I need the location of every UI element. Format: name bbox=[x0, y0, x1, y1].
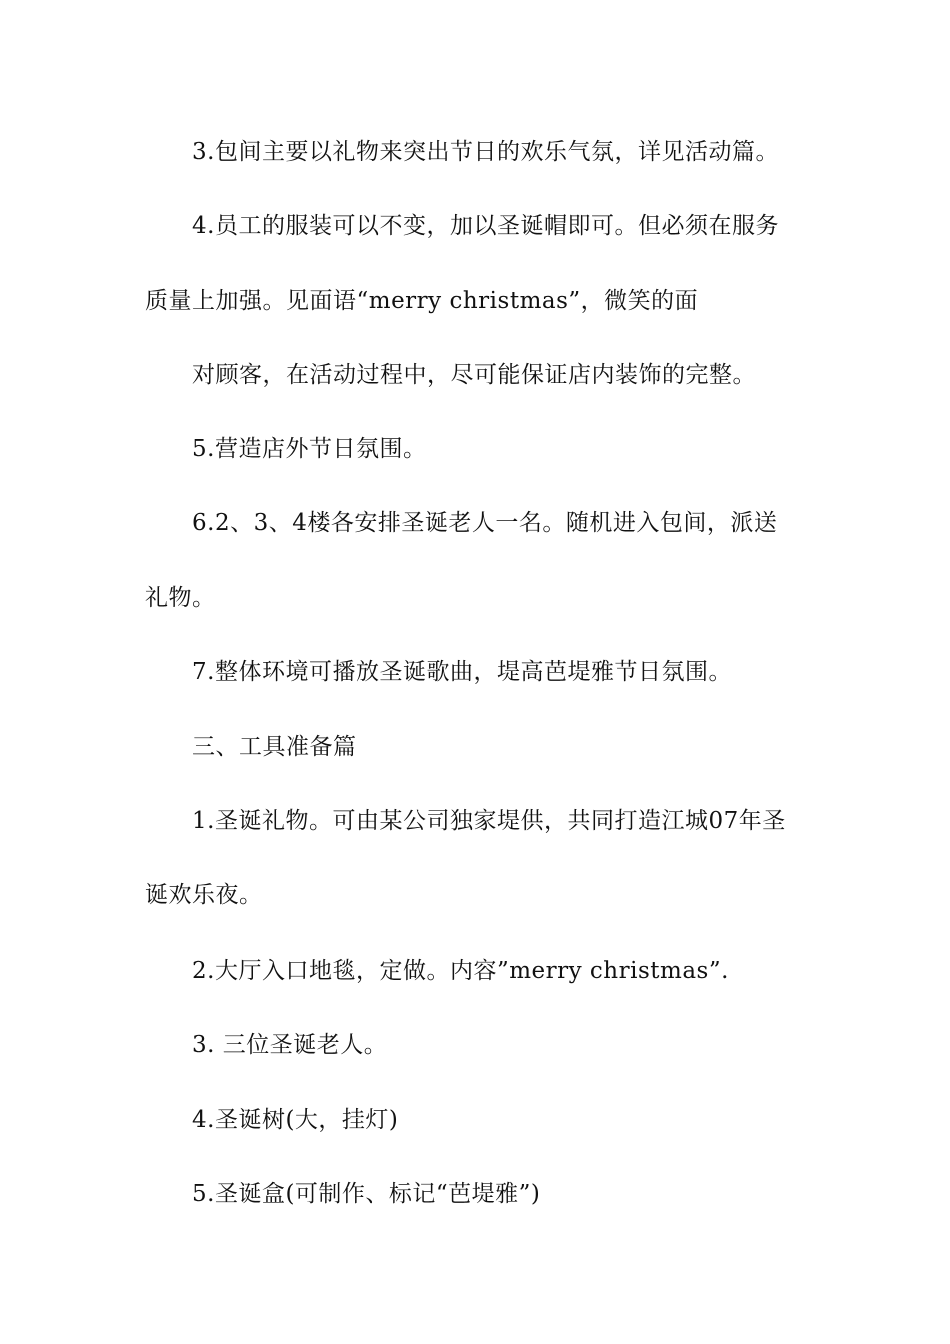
item-4-continuation-1: 质量上加强。见面语“merry christmas”，微笑的面 bbox=[145, 288, 699, 314]
tool-4-christmas-tree: 4.圣诞树(大，挂灯) bbox=[192, 1107, 399, 1133]
tool-1-continuation: 诞欢乐夜。 bbox=[145, 882, 263, 908]
item-6-continuation: 礼物。 bbox=[145, 585, 216, 611]
item-4-staff-uniform: 4.员工的服装可以不变，加以圣诞帽即可。但必须在服务 bbox=[192, 213, 779, 239]
tool-5-christmas-box: 5.圣诞盒(可制作、标记“芭堤雅”) bbox=[192, 1181, 541, 1207]
item-3-private-rooms: 3.包间主要以礼物来突出节日的欢乐气氛，详见活动篇。 bbox=[192, 139, 779, 165]
section-heading-tools: 三、工具准备篇 bbox=[192, 734, 357, 760]
item-4-continuation-2: 对顾客，在活动过程中，尽可能保证店内装饰的完整。 bbox=[192, 362, 756, 388]
tool-1-christmas-gifts: 1.圣诞礼物。可由某公司独家堤供，共同打造江城07年圣 bbox=[192, 808, 786, 834]
item-5-outdoor-atmosphere: 5.营造店外节日氛围。 bbox=[192, 436, 427, 462]
item-7-christmas-music: 7.整体环境可播放圣诞歌曲，堤高芭堤雅节日氛围。 bbox=[192, 659, 732, 685]
tool-3-santas: 3. 三位圣诞老人。 bbox=[192, 1032, 388, 1058]
tool-2-entrance-carpet: 2.大厅入口地毯，定做。内容”merry christmas”. bbox=[192, 958, 729, 984]
item-6-santa-per-floor: 6.2、3、4楼各安排圣诞老人一名。随机进入包间，派送 bbox=[192, 510, 778, 536]
